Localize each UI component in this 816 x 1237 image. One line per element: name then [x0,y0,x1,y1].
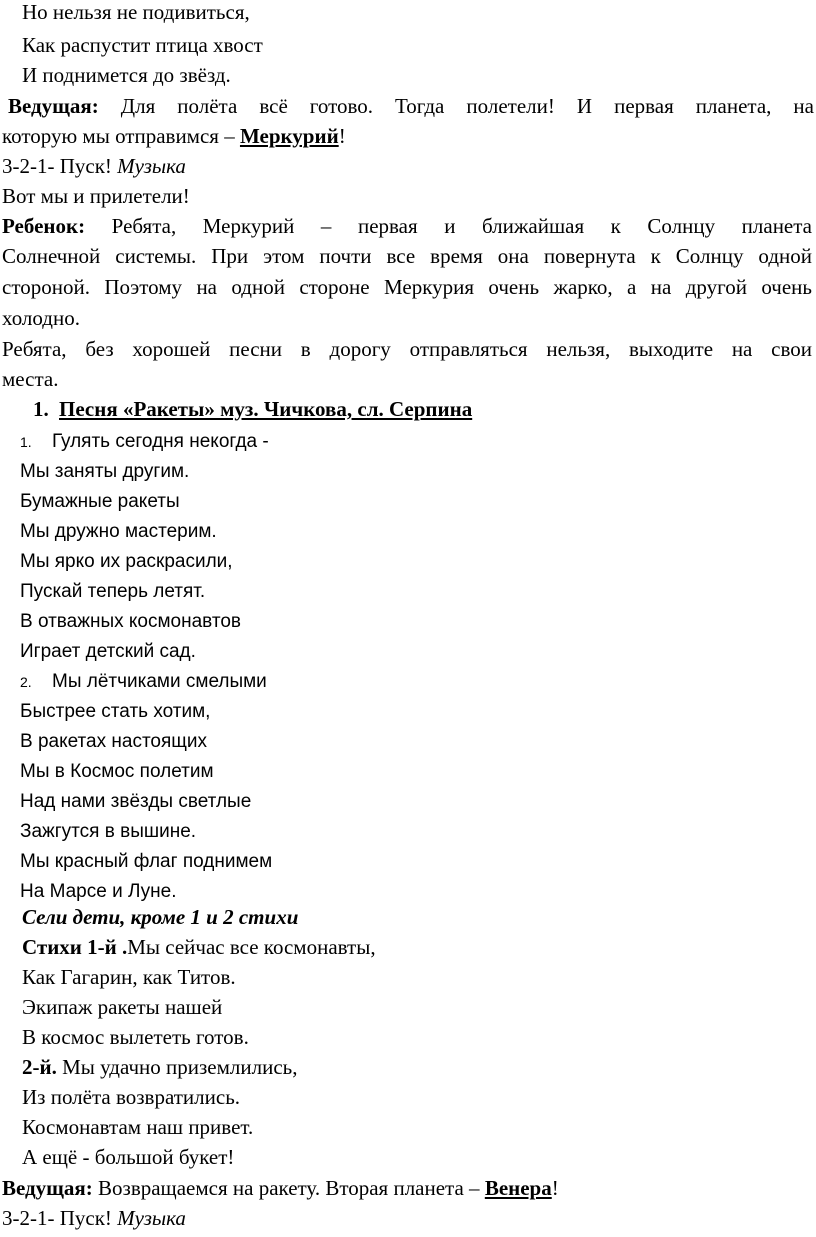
poem-line: В космос вылететь готов. [22,1025,249,1049]
host-line-continued: которую мы отправимся – Меркурий! [2,124,346,148]
poem-line: Как распустит птица хвост [22,33,263,57]
poem-line: Как Гагарин, как Титов. [22,965,236,989]
lyric-line: Зажгутся в вышине. [20,821,197,842]
lyric-line: Мы красный флаг поднимем [20,851,273,872]
lyric-line: В ракетах настоящих [20,731,208,752]
child-line: стороной. Поэтому на одной стороне Меркурия очень жарко, а на другой очень [2,275,812,299]
lyric-line: В отважных космонавтов [20,611,241,632]
invite-line: Ребята, без хорошей песни в дорогу отправляться нельзя, выходите на свои [2,337,812,361]
child-line: Ребенок: Ребята, Меркурий – первая и ближайшая к Солнцу планета [2,214,813,238]
verse-number: 1. [20,434,32,450]
lyric-line: Играет детский сад. [20,641,196,662]
lyric-line: Над нами звёзды светлые [20,791,252,812]
poem-line: Из полёта возвратились. [22,1085,241,1109]
music-cue: Музыка [117,1206,186,1230]
verse-number: 2. [20,674,32,690]
poem-line: Экипаж ракеты нашей [22,995,223,1019]
poem-label: 2-й. [22,1055,57,1079]
poem-line: Но нельзя не подивиться, [22,0,250,24]
poem-label: Стихи 1-й . [22,935,128,959]
music-cue: Музыка [117,154,186,178]
lyric-line: Быстрее стать хотим, [20,701,211,722]
poem-line: И поднимется до звёзд. [22,63,231,87]
song-heading [33,394,472,424]
lyric-line: Пускай теперь летят. [20,581,206,602]
lyric-line: Мы в Космос полетим [20,761,214,782]
arrived-line: Вот мы и прилетели! [2,184,190,208]
invite-line: места. [2,367,59,391]
song-title: Песня «Ракеты» муз. Чичкова, сл. Серпина [59,397,473,421]
song-number: 1. [33,397,49,421]
lyric-line: Мы ярко их раскрасили, [20,551,233,572]
lyric-line: 1. Гулять сегодня некогда - [20,427,269,457]
stage-direction: Сели дети, кроме 1 и 2 стихи [22,905,299,929]
planet-name: Меркурий [239,124,339,148]
poem-line: Космонавтам наш привет. [22,1115,254,1139]
speaker-label: Ребенок: [2,214,86,238]
lyric-line: Мы дружно мастерим. [20,521,217,542]
lyric-line: Бумажные ракеты [20,491,180,512]
speaker-label: Ведущая: [8,94,99,118]
speaker-label: Ведущая: [2,1176,93,1200]
host-line [4,91,814,121]
planet-name: Венера [484,1176,552,1200]
poem-line: А ещё - большой букет! [22,1145,235,1169]
lyric-line: На Марсе и Луне. [20,881,177,902]
child-line: холодно. [2,306,80,330]
poem-line: Стихи 1-й .Мы сейчас все космонавты, [22,935,376,959]
poem-line: 2-й. Мы удачно приземлились, [22,1055,298,1079]
child-line: Солнечной системы. При этом почти все время она повернута к Солнцу одной [2,244,812,268]
countdown: 3-2-1- Пуск! Музыка [2,154,186,178]
lyric-line: Мы заняты другим. [20,461,190,482]
lyric-line: 2. Мы лётчиками смелыми [20,667,267,697]
host-text: Для полёта всё готово. Тогда полетели! И первая планета, на [120,94,814,118]
host-line: Ведущая: Возвращаемся на ракету. Вторая планета – Венера! [2,1176,559,1200]
countdown: 3-2-1- Пуск! Музыка [2,1206,186,1230]
